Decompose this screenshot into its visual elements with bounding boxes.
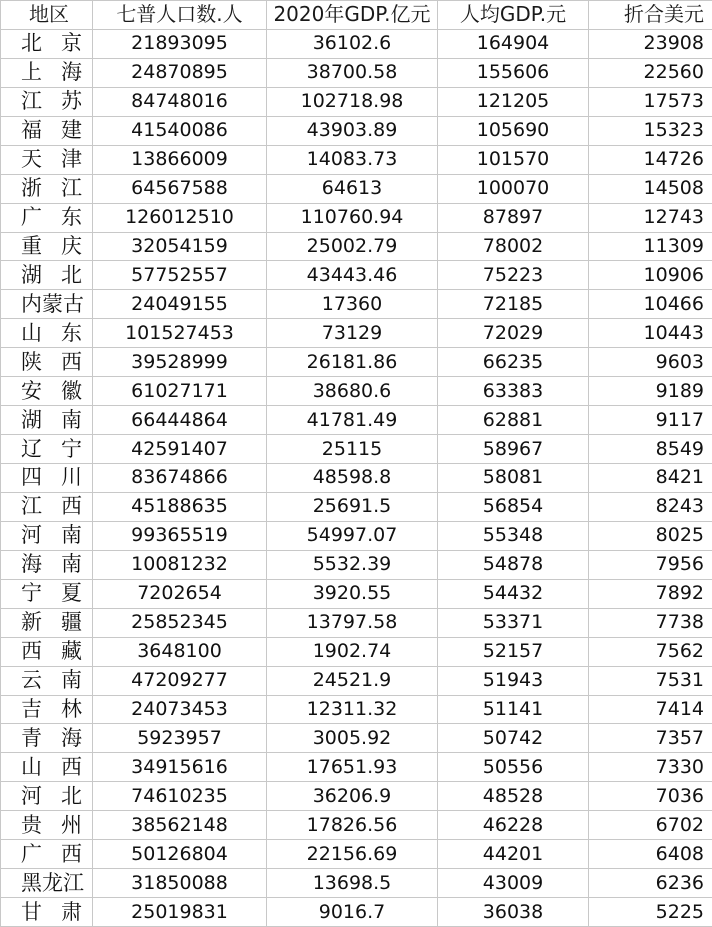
cell-usd: 6236: [589, 869, 712, 898]
cell-region: 江西: [1, 492, 93, 521]
cell-gdp: 13698.5: [267, 869, 438, 898]
table-row: [1, 261, 712, 290]
table-row: [1, 29, 712, 58]
header-row: [1, 1, 712, 30]
cell-usd: 14508: [589, 174, 712, 203]
table-row: [1, 290, 712, 319]
cell-usd: 7956: [589, 550, 712, 579]
cell-per-capita: 36038: [438, 898, 589, 927]
table-row: [1, 869, 712, 898]
cell-per-capita: 54432: [438, 579, 589, 608]
cell-usd: 15323: [589, 116, 712, 145]
cell-population: 24049155: [93, 290, 267, 319]
cell-usd: 7414: [589, 695, 712, 724]
cell-gdp: 73129: [267, 319, 438, 348]
table-row: [1, 550, 712, 579]
cell-per-capita: 52157: [438, 637, 589, 666]
cell-gdp: 22156.69: [267, 840, 438, 869]
cell-population: 24073453: [93, 695, 267, 724]
cell-region: 内蒙古: [1, 290, 93, 319]
cell-gdp: 43443.46: [267, 261, 438, 290]
cell-gdp: 43903.89: [267, 116, 438, 145]
cell-per-capita: 72029: [438, 319, 589, 348]
cell-region: 宁夏: [1, 579, 93, 608]
cell-population: 32054159: [93, 232, 267, 261]
cell-gdp: 64613: [267, 174, 438, 203]
cell-region: 贵州: [1, 811, 93, 840]
cell-gdp: 110760.94: [267, 203, 438, 232]
cell-per-capita: 78002: [438, 232, 589, 261]
cell-population: 45188635: [93, 492, 267, 521]
header-per-capita: 人均GDP.元: [438, 1, 589, 30]
cell-gdp: 12311.32: [267, 695, 438, 724]
cell-per-capita: 55348: [438, 521, 589, 550]
cell-per-capita: 72185: [438, 290, 589, 319]
cell-per-capita: 87897: [438, 203, 589, 232]
cell-region: 山西: [1, 753, 93, 782]
cell-gdp: 3920.55: [267, 579, 438, 608]
cell-region: 江苏: [1, 87, 93, 116]
cell-gdp: 25691.5: [267, 492, 438, 521]
cell-usd: 10443: [589, 319, 712, 348]
table-row: [1, 145, 712, 174]
cell-per-capita: 100070: [438, 174, 589, 203]
table-row: [1, 898, 712, 927]
table-row: [1, 521, 712, 550]
cell-per-capita: 164904: [438, 29, 589, 58]
cell-usd: 8421: [589, 464, 712, 493]
cell-population: 13866009: [93, 145, 267, 174]
cell-population: 24870895: [93, 58, 267, 87]
cell-region: 陕西: [1, 348, 93, 377]
cell-gdp: 36206.9: [267, 782, 438, 811]
table-row: [1, 406, 712, 435]
table-row: [1, 348, 712, 377]
cell-region: 广西: [1, 840, 93, 869]
cell-per-capita: 101570: [438, 145, 589, 174]
cell-population: 74610235: [93, 782, 267, 811]
cell-per-capita: 58967: [438, 435, 589, 464]
cell-usd: 9603: [589, 348, 712, 377]
table-row: [1, 492, 712, 521]
cell-gdp: 54997.07: [267, 521, 438, 550]
cell-per-capita: 105690: [438, 116, 589, 145]
cell-gdp: 24521.9: [267, 666, 438, 695]
table-row: [1, 319, 712, 348]
cell-per-capita: 66235: [438, 348, 589, 377]
cell-population: 47209277: [93, 666, 267, 695]
header-gdp: 2020年GDP.亿元: [267, 1, 438, 30]
table-row: [1, 377, 712, 406]
cell-population: 66444864: [93, 406, 267, 435]
table-row: [1, 666, 712, 695]
cell-region: 青海: [1, 724, 93, 753]
cell-usd: 7531: [589, 666, 712, 695]
cell-population: 99365519: [93, 521, 267, 550]
cell-population: 57752557: [93, 261, 267, 290]
cell-population: 31850088: [93, 869, 267, 898]
cell-per-capita: 63383: [438, 377, 589, 406]
cell-gdp: 9016.7: [267, 898, 438, 927]
cell-region: 海南: [1, 550, 93, 579]
cell-per-capita: 58081: [438, 464, 589, 493]
cell-per-capita: 50556: [438, 753, 589, 782]
cell-usd: 10466: [589, 290, 712, 319]
cell-gdp: 38700.58: [267, 58, 438, 87]
header-usd: 折合美元: [589, 1, 712, 30]
cell-usd: 12743: [589, 203, 712, 232]
cell-usd: 17573: [589, 87, 712, 116]
cell-gdp: 13797.58: [267, 608, 438, 637]
cell-population: 101527453: [93, 319, 267, 348]
cell-population: 64567588: [93, 174, 267, 203]
cell-population: 50126804: [93, 840, 267, 869]
table-row: [1, 840, 712, 869]
cell-population: 41540086: [93, 116, 267, 145]
cell-population: 3648100: [93, 637, 267, 666]
cell-per-capita: 155606: [438, 58, 589, 87]
cell-population: 25852345: [93, 608, 267, 637]
cell-usd: 6702: [589, 811, 712, 840]
table-row: [1, 579, 712, 608]
cell-region: 河北: [1, 782, 93, 811]
cell-per-capita: 75223: [438, 261, 589, 290]
cell-usd: 8025: [589, 521, 712, 550]
cell-usd: 7357: [589, 724, 712, 753]
cell-region: 河南: [1, 521, 93, 550]
table-row: [1, 724, 712, 753]
table-row: [1, 637, 712, 666]
cell-region: 重庆: [1, 232, 93, 261]
table-row: [1, 753, 712, 782]
table-row: [1, 174, 712, 203]
header-region: 地区: [1, 1, 93, 30]
cell-usd: 11309: [589, 232, 712, 261]
cell-region: 福建: [1, 116, 93, 145]
table-row: [1, 87, 712, 116]
cell-region: 四川: [1, 464, 93, 493]
cell-population: 34915616: [93, 753, 267, 782]
cell-gdp: 26181.86: [267, 348, 438, 377]
cell-usd: 14726: [589, 145, 712, 174]
cell-usd: 9117: [589, 406, 712, 435]
cell-population: 10081232: [93, 550, 267, 579]
table-row: [1, 811, 712, 840]
header-population: 七普人口数.人: [93, 1, 267, 30]
cell-population: 25019831: [93, 898, 267, 927]
table-row: [1, 782, 712, 811]
cell-per-capita: 51141: [438, 695, 589, 724]
cell-gdp: 25115: [267, 435, 438, 464]
cell-per-capita: 54878: [438, 550, 589, 579]
cell-usd: 10906: [589, 261, 712, 290]
cell-population: 39528999: [93, 348, 267, 377]
cell-region: 新疆: [1, 608, 93, 637]
cell-per-capita: 53371: [438, 608, 589, 637]
cell-region: 湖南: [1, 406, 93, 435]
cell-per-capita: 51943: [438, 666, 589, 695]
cell-region: 湖北: [1, 261, 93, 290]
cell-usd: 7036: [589, 782, 712, 811]
cell-usd: 7892: [589, 579, 712, 608]
table-body: [1, 29, 712, 926]
cell-region: 辽宁: [1, 435, 93, 464]
table-row: [1, 203, 712, 232]
cell-usd: 5225: [589, 898, 712, 927]
cell-region: 广东: [1, 203, 93, 232]
cell-per-capita: 56854: [438, 492, 589, 521]
cell-usd: 9189: [589, 377, 712, 406]
cell-region: 西藏: [1, 637, 93, 666]
cell-population: 61027171: [93, 377, 267, 406]
cell-population: 5923957: [93, 724, 267, 753]
cell-region: 山东: [1, 319, 93, 348]
cell-population: 126012510: [93, 203, 267, 232]
cell-per-capita: 44201: [438, 840, 589, 869]
cell-gdp: 36102.6: [267, 29, 438, 58]
cell-region: 天津: [1, 145, 93, 174]
cell-gdp: 25002.79: [267, 232, 438, 261]
cell-usd: 8549: [589, 435, 712, 464]
table-row: [1, 608, 712, 637]
cell-gdp: 102718.98: [267, 87, 438, 116]
cell-usd: 7330: [589, 753, 712, 782]
cell-gdp: 17651.93: [267, 753, 438, 782]
cell-population: 83674866: [93, 464, 267, 493]
table-row: [1, 695, 712, 724]
cell-region: 北京: [1, 29, 93, 58]
cell-population: 7202654: [93, 579, 267, 608]
cell-gdp: 17826.56: [267, 811, 438, 840]
cell-per-capita: 48528: [438, 782, 589, 811]
cell-per-capita: 46228: [438, 811, 589, 840]
cell-per-capita: 121205: [438, 87, 589, 116]
cell-per-capita: 50742: [438, 724, 589, 753]
cell-gdp: 5532.39: [267, 550, 438, 579]
cell-usd: 6408: [589, 840, 712, 869]
cell-region: 浙江: [1, 174, 93, 203]
table-row: [1, 464, 712, 493]
cell-population: 42591407: [93, 435, 267, 464]
table-row: [1, 116, 712, 145]
cell-usd: 23908: [589, 29, 712, 58]
cell-gdp: 41781.49: [267, 406, 438, 435]
cell-region: 云南: [1, 666, 93, 695]
table-row: [1, 58, 712, 87]
cell-region: 上海: [1, 58, 93, 87]
cell-gdp: 3005.92: [267, 724, 438, 753]
cell-population: 21893095: [93, 29, 267, 58]
cell-region: 甘肃: [1, 898, 93, 927]
cell-gdp: 48598.8: [267, 464, 438, 493]
cell-population: 38562148: [93, 811, 267, 840]
cell-gdp: 14083.73: [267, 145, 438, 174]
table-row: [1, 435, 712, 464]
cell-usd: 7562: [589, 637, 712, 666]
cell-gdp: 38680.6: [267, 377, 438, 406]
cell-usd: 22560: [589, 58, 712, 87]
cell-per-capita: 43009: [438, 869, 589, 898]
cell-region: 黑龙江: [1, 869, 93, 898]
cell-usd: 7738: [589, 608, 712, 637]
cell-gdp: 1902.74: [267, 637, 438, 666]
cell-gdp: 17360: [267, 290, 438, 319]
cell-per-capita: 62881: [438, 406, 589, 435]
table-row: [1, 232, 712, 261]
cell-population: 84748016: [93, 87, 267, 116]
cell-usd: 8243: [589, 492, 712, 521]
cell-region: 安徽: [1, 377, 93, 406]
cell-region: 吉林: [1, 695, 93, 724]
